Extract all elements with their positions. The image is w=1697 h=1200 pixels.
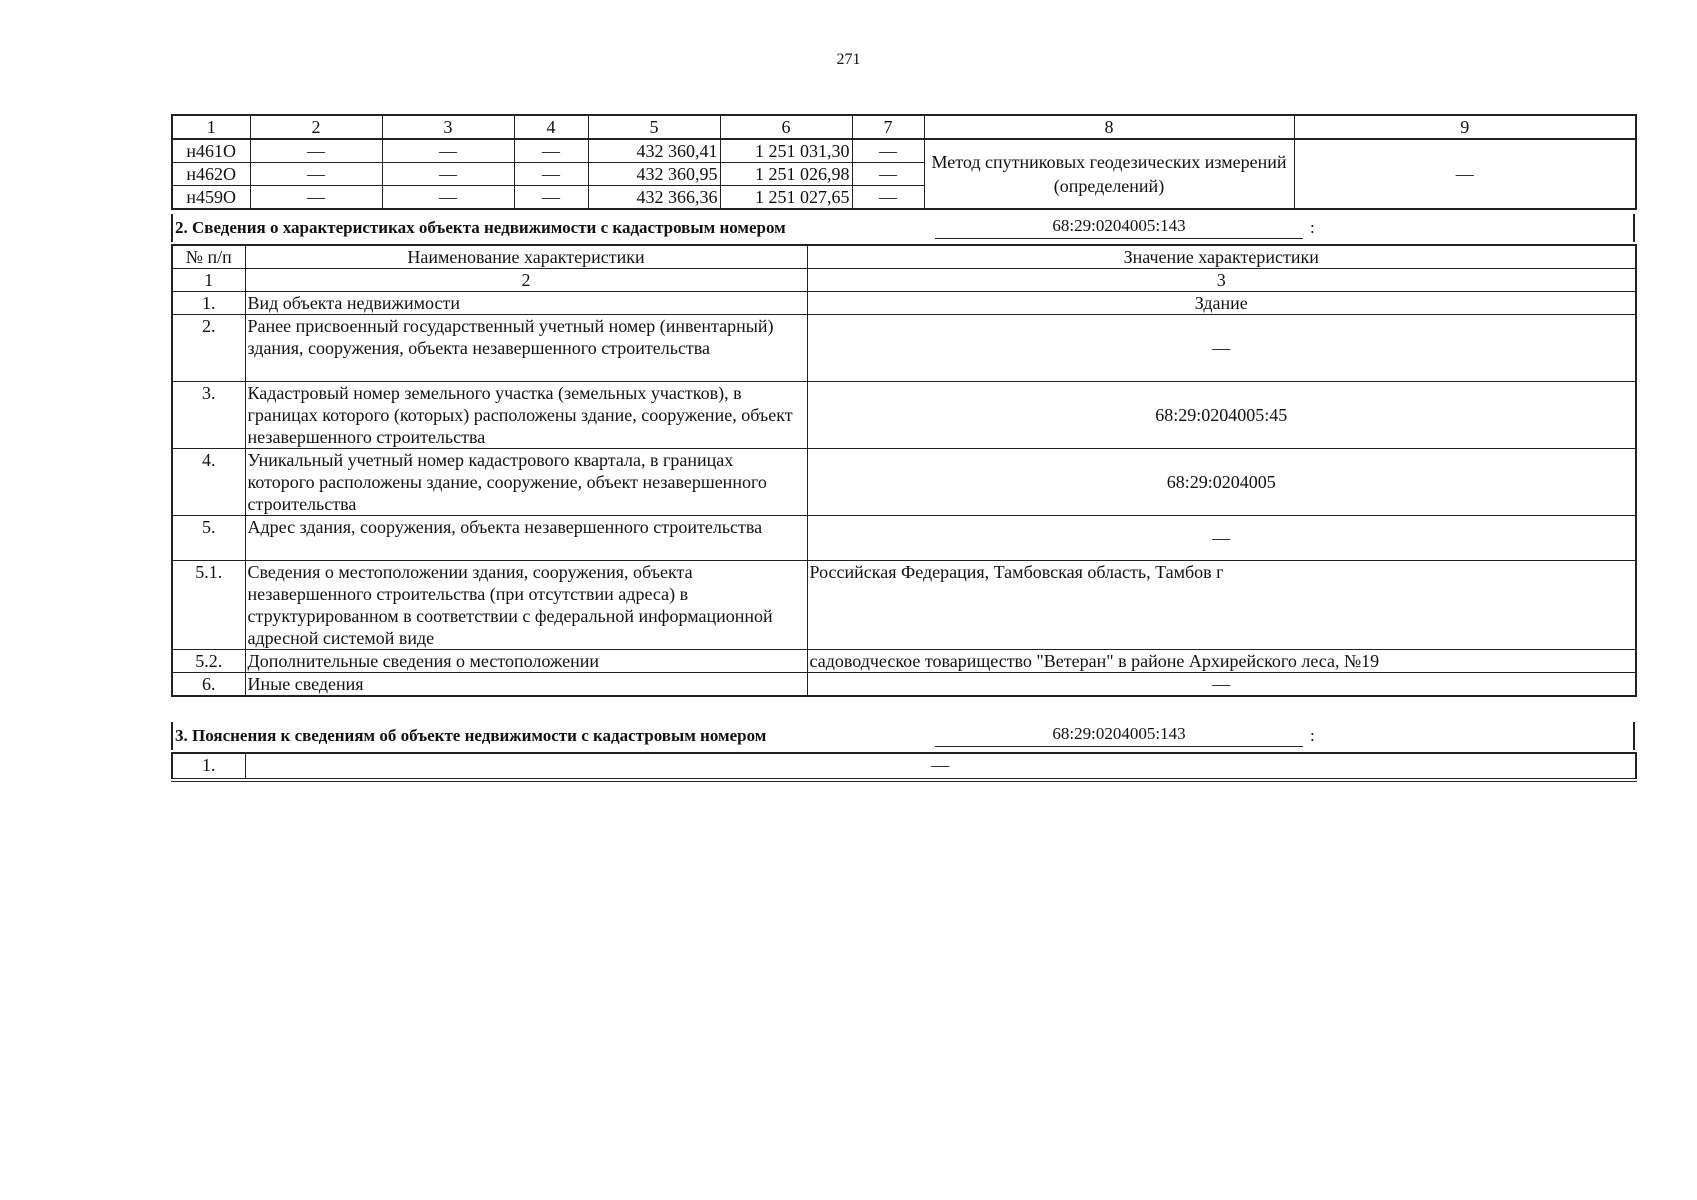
notes-row-num: 1. (172, 753, 245, 780)
row-num: 1. (172, 292, 245, 315)
row-name: Дополнительные сведения о местоположении (245, 650, 807, 673)
row-num: 5.1. (172, 561, 245, 650)
row-name: Вид объекта недвижимости (245, 292, 807, 315)
row-name: Ранее присвоенный государственный учетный номер (инвентарный) здания, сооружения, объекта незавершенного строительства (245, 315, 807, 382)
col-header-5: 5 (588, 115, 720, 139)
notes-table (171, 752, 1637, 782)
numbering-row (172, 269, 1636, 292)
cell-dash: — (250, 139, 382, 163)
table-row (172, 673, 1636, 697)
cell-dash: — (514, 186, 588, 210)
point-name: н461О (172, 139, 250, 163)
row-num: 3. (172, 382, 245, 449)
table-row (172, 315, 1636, 382)
numbering-3: 3 (807, 269, 1636, 292)
row-value: — (807, 673, 1636, 697)
section2-colon: : (1310, 218, 1315, 237)
section3-title: 3. Пояснения к сведениям об объекте недвижимости с кадастровым номером (175, 726, 767, 745)
method-cell: Метод спутниковых геодезических измерений (определений) (924, 139, 1294, 209)
coordinates-table (171, 114, 1637, 210)
header-name: Наименование характеристики (245, 245, 807, 269)
col-header-7: 7 (852, 115, 924, 139)
col9-cell: — (1294, 139, 1636, 209)
coord-x: 432 360,95 (588, 163, 720, 186)
col-header-9: 9 (1294, 115, 1636, 139)
coordinates-header-row (172, 115, 1636, 139)
row-value: — (807, 315, 1636, 382)
row-value: 68:29:0204005 (807, 449, 1636, 516)
section2-cadastral-number: 68:29:0204005:143 (935, 214, 1303, 239)
row-value: 68:29:0204005:45 (807, 382, 1636, 449)
notes-row-value: — (245, 753, 1636, 780)
row-num: 5.2. (172, 650, 245, 673)
row-value: Российская Федерация, Тамбовская область, Тамбов г (807, 561, 1636, 650)
row-name: Уникальный учетный номер кадастрового квартала, в границах которого расположены здание, сооружение, объект незавершенного строительства (245, 449, 807, 516)
point-name: н459О (172, 186, 250, 210)
cell-dash: — (852, 163, 924, 186)
cell-dash: — (514, 139, 588, 163)
table-row (172, 292, 1636, 315)
col-header-1: 1 (172, 115, 250, 139)
table-row (172, 382, 1636, 449)
row-num: 6. (172, 673, 245, 697)
section3-colon: : (1310, 726, 1315, 745)
characteristics-header-row (172, 245, 1636, 269)
row-num: 2. (172, 315, 245, 382)
col-header-4: 4 (514, 115, 588, 139)
table-row (172, 449, 1636, 516)
col-header-3: 3 (382, 115, 514, 139)
row-name: Сведения о местоположении здания, сооружения, объекта незавершенного строительства (при отсутствии адреса) в структурированном в соответствии с федеральной информационной адресной системой виде (245, 561, 807, 650)
table-row (172, 650, 1636, 673)
row-value: — (807, 516, 1636, 561)
page-number: 271 (836, 51, 861, 68)
cell-dash: — (250, 186, 382, 210)
col-header-6: 6 (720, 115, 852, 139)
cell-dash: — (382, 186, 514, 210)
table-row (172, 139, 1636, 163)
cell-dash: — (250, 163, 382, 186)
cell-dash: — (514, 163, 588, 186)
coord-y: 1 251 026,98 (720, 163, 852, 186)
table-row (172, 516, 1636, 561)
row-value: садоводческое товарищество "Ветеран" в районе Архирейского леса, №19 (807, 650, 1636, 673)
header-value: Значение характеристики (807, 245, 1636, 269)
table-row (172, 561, 1636, 650)
section2-title: 2. Сведения о характеристиках объекта недвижимости с кадастровым номером (175, 218, 786, 237)
section3-cadastral-number: 68:29:0204005:143 (935, 722, 1303, 747)
cell-dash: — (852, 139, 924, 163)
coord-x: 432 360,41 (588, 139, 720, 163)
table-row (172, 753, 1636, 780)
cell-dash: — (382, 139, 514, 163)
row-name: Иные сведения (245, 673, 807, 697)
row-value: Здание (807, 292, 1636, 315)
header-num: № п/п (172, 245, 245, 269)
section3-title-bar (171, 722, 1635, 750)
cell-dash: — (382, 163, 514, 186)
characteristics-table (171, 244, 1637, 697)
row-num: 5. (172, 516, 245, 561)
numbering-2: 2 (245, 269, 807, 292)
point-name: н462О (172, 163, 250, 186)
row-name: Адрес здания, сооружения, объекта незавершенного строительства (245, 516, 807, 561)
coord-y: 1 251 027,65 (720, 186, 852, 210)
coord-x: 432 366,36 (588, 186, 720, 210)
row-name: Кадастровый номер земельного участка (земельных участков), в границах которого (которых) расположены здание, сооружение, объект незавершенного строительства (245, 382, 807, 449)
section2-title-bar (171, 214, 1635, 242)
numbering-1: 1 (172, 269, 245, 292)
col-header-8: 8 (924, 115, 1294, 139)
coord-y: 1 251 031,30 (720, 139, 852, 163)
cell-dash: — (852, 186, 924, 210)
col-header-2: 2 (250, 115, 382, 139)
row-num: 4. (172, 449, 245, 516)
